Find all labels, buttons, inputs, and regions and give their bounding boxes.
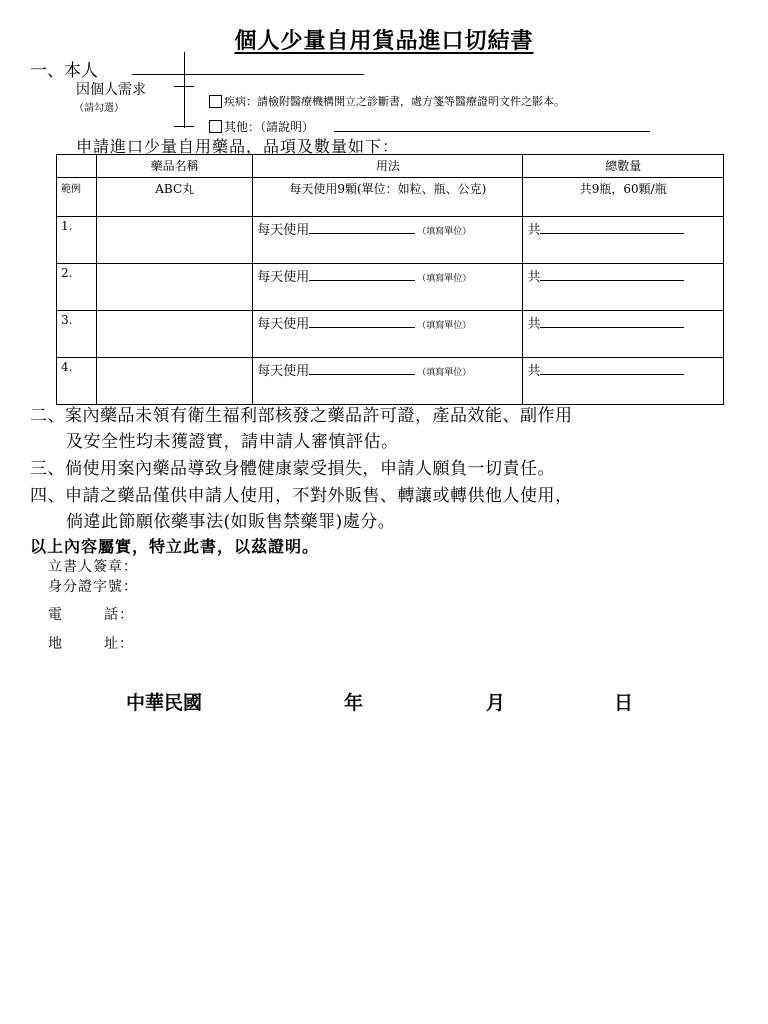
date-day: 日 (614, 692, 634, 714)
bracket-line (184, 52, 185, 128)
address-label-1: 地 (48, 636, 63, 652)
bracket-tick (174, 126, 194, 127)
applicant-name-line[interactable] (132, 74, 364, 75)
usage-prefix: 每天使用 (257, 270, 310, 285)
row-number: 3. (57, 311, 97, 358)
section1-label: 一、本人 (30, 61, 98, 81)
row-number: 4. (57, 358, 97, 405)
table-row (57, 311, 724, 358)
table-row (57, 358, 724, 405)
example-total: 共9瓶，60顆/瓶 (523, 178, 724, 217)
total-prefix: 共 (527, 364, 541, 379)
date-year: 年 (344, 692, 364, 714)
example-name: ABC丸 (97, 178, 253, 217)
med-name-cell[interactable] (97, 264, 253, 311)
table-header-row (57, 155, 724, 178)
example-row (57, 178, 724, 217)
unit-hint: （填寫單位） (417, 274, 472, 284)
option-other-text: 其他：（請說明） (224, 120, 315, 134)
row-number: 1. (57, 217, 97, 264)
unit-hint: （填寫單位） (417, 368, 472, 378)
total-line[interactable] (540, 315, 684, 328)
med-name-cell[interactable] (97, 358, 253, 405)
med-name-cell[interactable] (97, 217, 253, 264)
usage-cell[interactable] (253, 264, 523, 311)
usage-prefix: 每天使用 (257, 223, 310, 238)
total-line[interactable] (540, 362, 684, 375)
usage-prefix: 每天使用 (257, 364, 310, 379)
clause-4-line1: 四、申請之藥品僅供申請人使用，不對外販售、轉讓或轉供他人使用， (30, 486, 573, 506)
bracket-tick (174, 86, 194, 87)
total-prefix: 共 (527, 270, 541, 285)
usage-cell[interactable] (253, 217, 523, 264)
header-med-name: 藥品名稱 (97, 155, 253, 178)
other-explanation-line[interactable] (334, 131, 650, 132)
clause-4-line2: 倘違此節願依藥事法(如販售禁藥罪)處分。 (66, 512, 396, 532)
need-label: 因個人需求 (76, 82, 146, 98)
row-number: 2. (57, 264, 97, 311)
disease-checkbox[interactable] (209, 95, 222, 108)
date-month: 月 (486, 692, 506, 714)
date-era: 中華民國 (126, 692, 203, 714)
clause-2-line2: 及安全性均未獲證實，請申請人審慎評估。 (66, 432, 399, 452)
apply-text: 申請進口少量自用藥品，品項及數量如下： (76, 137, 400, 156)
table-row (57, 217, 724, 264)
other-checkbox[interactable] (209, 120, 222, 133)
option-disease-text: 疾病：請檢附醫療機構開立之診斷書，處方箋等醫療證明文件之影本。 (224, 95, 565, 108)
phone-label-1: 電 (48, 607, 63, 623)
select-hint: （請勾選） (74, 103, 124, 114)
header-total: 總數量 (523, 155, 724, 178)
total-cell[interactable] (523, 358, 724, 405)
usage-cell[interactable] (253, 311, 523, 358)
usage-line[interactable] (309, 362, 415, 375)
clause-3: 三、倘使用案內藥品導致身體健康蒙受損失，申請人願負一切責任。 (30, 459, 555, 479)
usage-cell[interactable] (253, 358, 523, 405)
example-usage: 每天使用9顆(單位：如粒、瓶、公克) (253, 178, 523, 217)
total-cell[interactable] (523, 264, 724, 311)
total-cell[interactable] (523, 217, 724, 264)
id-number-label: 身分證字號： (48, 579, 138, 595)
usage-line[interactable] (309, 268, 415, 281)
total-prefix: 共 (527, 223, 541, 238)
table-row (57, 264, 724, 311)
header-blank (57, 155, 97, 178)
usage-line[interactable] (309, 315, 415, 328)
usage-prefix: 每天使用 (257, 317, 310, 332)
total-cell[interactable] (523, 311, 724, 358)
phone-label-2: 話： (104, 607, 134, 623)
address-label-2: 址： (104, 636, 134, 652)
med-name-cell[interactable] (97, 311, 253, 358)
signer-label: 立書人簽章： (48, 559, 138, 575)
unit-hint: （填寫單位） (417, 227, 472, 237)
medicine-table (56, 154, 724, 405)
header-usage: 用法 (253, 155, 523, 178)
total-prefix: 共 (527, 317, 541, 332)
total-line[interactable] (540, 268, 684, 281)
unit-hint: （填寫單位） (417, 321, 472, 331)
example-label: 範例 (57, 178, 97, 217)
page-title: 個人少量自用貨品進口切結書 (234, 28, 534, 54)
declaration: 以上內容屬實，特立此書，以茲證明。 (30, 537, 320, 556)
clause-2-line1: 二、案內藥品未領有衛生福利部核發之藥品許可證，產品效能、副作用 (30, 406, 573, 426)
usage-line[interactable] (309, 221, 415, 234)
total-line[interactable] (540, 221, 684, 234)
